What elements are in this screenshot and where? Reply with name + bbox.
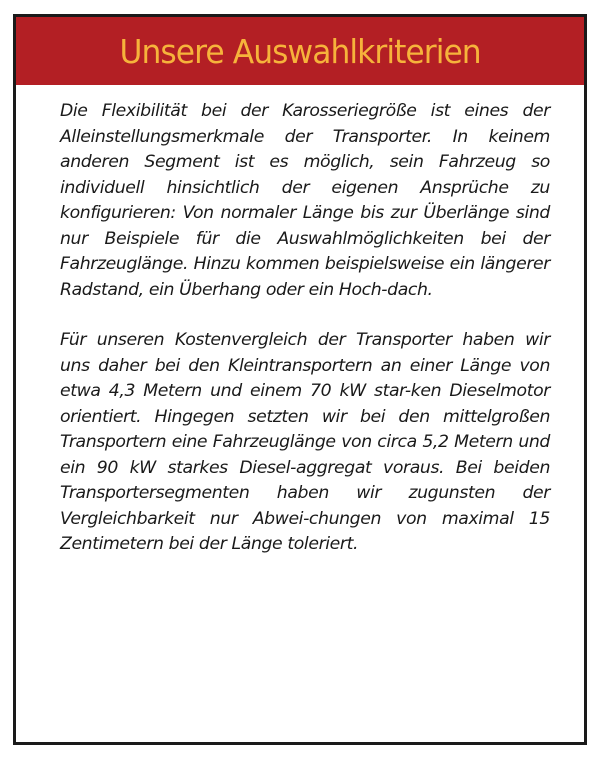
info-box-title: Unsere Auswahlkriterien [119,31,481,71]
paragraph-body-2: Für unseren Kostenvergleich der Transporter haben wir uns daher bei den Kleintransportern an einer Länge von etwa 4,3 Metern und einem 70 kW star-ken Dieselmotor orientiert. Hingegen setzten wir bei den mittelgroßen Transportern eine Fahrzeuglänge von circa 5,2 Metern und ein 90 kW starkes Diesel-aggregat voraus. Bei beiden Transportersegmenten haben wir zugunsten der Vergleichbarkeit nur Abwei-chungen von maximal 15 Zentimetern bei der Länge toleriert. [60,330,550,554]
info-box [13,14,587,745]
info-box-content [16,85,584,558]
paragraph-body-1: Die Flexibilität bei der Karosseriegröße ist eines der Alleinstellungsmerkmale der Transporter. In keinem anderen Segment ist es möglich, sein Fahrzeug so individuell hinsichtlich der eigenen Ansprüche zu konfigurieren: Von normaler Länge bis zur Überlänge sind nur Beispiele für die Auswahlmöglichkeiten bei der Fahrzeuglänge. Hinzu kommen beispielsweise ein längerer Radstand, ein Überhang oder ein Hoch-dach. [60,101,550,300]
info-box-header [16,17,584,85]
